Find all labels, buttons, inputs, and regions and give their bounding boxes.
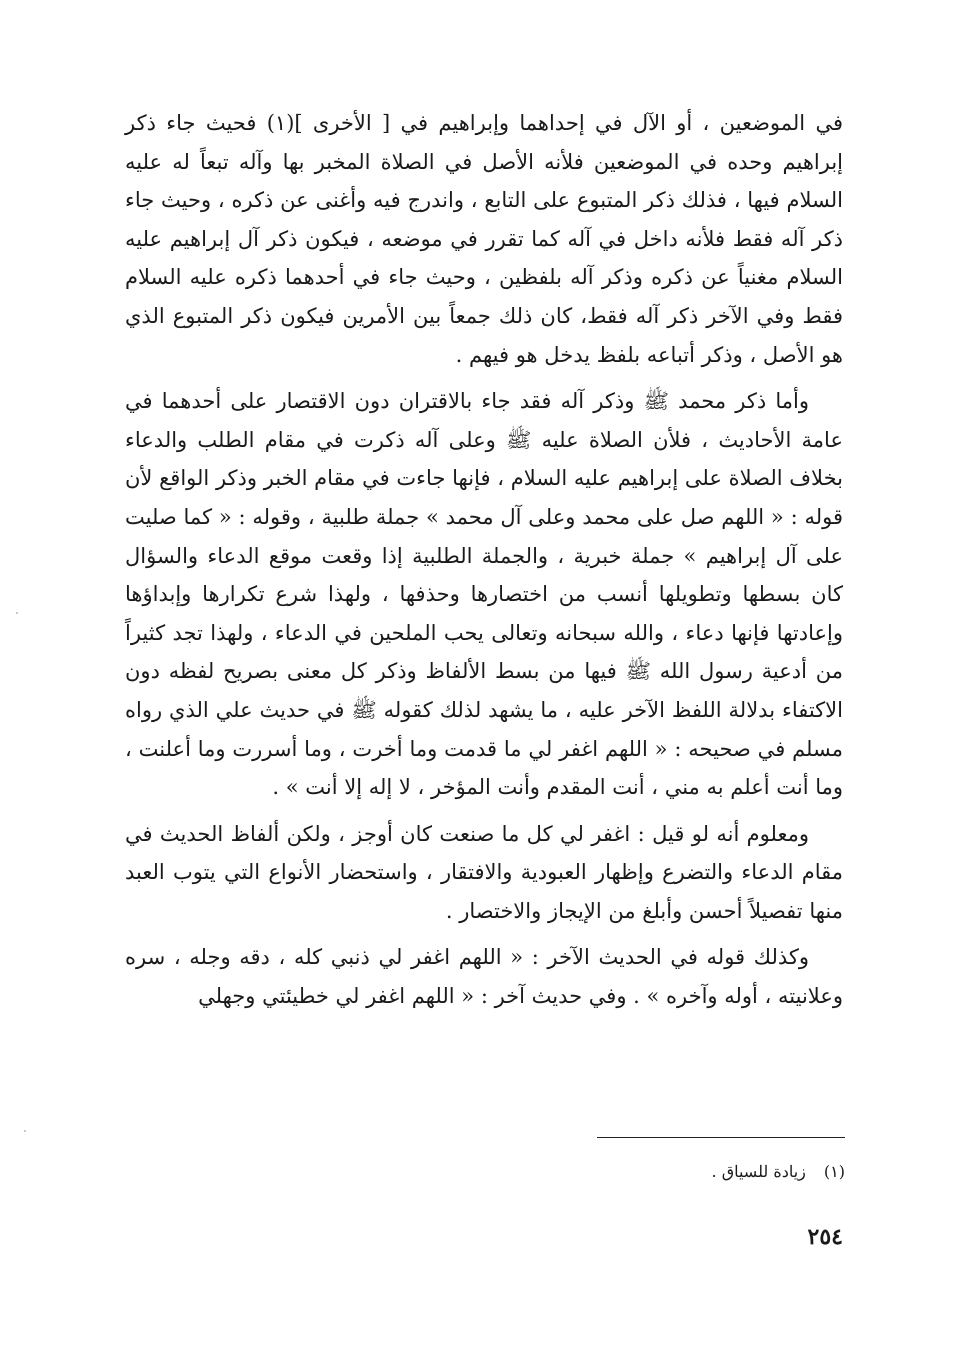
paragraph-3: ومعلوم أنه لو قيل : اغفر لي كل ما صنعت كان أوجز ، ولكن ألفاظ الحديث في مقام الدعاء والتضرع وإظهار العبودية والافتقار ، واستحضار الأنواع التي يتوب العبد منها تفصيلاً أحسن وأبلغ من الإيجاز والاختصار . [125,821,843,923]
paragraph-4: وكذلك قوله في الحديث الآخر : « اللهم اغفر لي ذنبي كله ، دقه وجله ، سره وعلانيته ، أوله وآخره » . وفي حديث آخر : « اللهم اغفر لي خطيئتي وجهلي [125,945,843,1009]
page-number: ٢٥٤ [807,1224,843,1250]
footnote [712,1162,845,1181]
scan-speck [24,1130,26,1132]
main-text [125,104,843,1016]
footnote-divider [597,1137,845,1138]
scan-speck [16,612,18,614]
footnote-text: زيادة للسياق . [711,1162,806,1181]
footnote-number: (١) [823,1162,845,1181]
paragraph-2: وأما ذكر محمد ﷺ وذكر آله فقد جاء بالاقتران دون الاقتصار على أحدهما في عامة الأحاديث ، فلأن الصلاة عليه ﷺ وعلى آله ذكرت في مقام الطلب والدعاء بخلاف الصلاة على إبراهيم عليه السلام ، فإنها جاءت في مقام الخبر وذكر الواقع لأن قوله : « اللهم صل على محمد وعلى آل محمد » جملة طلبية ، وقوله : « كما صليت على آل إبراهيم » جملة خبرية ، والجملة الطلبية إذا وقعت موقع الدعاء والسؤال كان بسطها وتطويلها أنسب من اختصارها وحذفها ، ولهذا شرع تكرارها وإبداؤها وإعادتها فإنها دعاء ، والله سبحانه وتعالى يحب الملحين في الدعاء ، ولهذا تجد كثيراً من أدعية رسول الله ﷺ فيها من بسط الألفاظ وذكر كل معنى بصريح لفظه دون الاكتفاء بدلالة اللفظ الآخر عليه ، ما يشهد لذلك كقوله ﷺ في حديث علي الذي رواه مسلم في صحيحه : « اللهم اغفر لي ما قدمت وما أخرت ، وما أسررت وما أعلنت ، وما أنت أعلم به مني ، أنت المقدم وأنت المؤخر ، لا إله إلا أنت » . [125,389,843,800]
paragraph-1: في الموضعين ، أو الآل في إحداهما وإبراهيم في [ الأخرى ](١) فحيث جاء ذكر إبراهيم وحده في الموضعين فلأنه الأصل في الصلاة المخبر بها وآله تبعاً له عليه السلام فيها ، فذلك ذكر المتبوع على التابع ، واندرج فيه وأغنى عن ذكره ، وحيث جاء ذكر آله فقط فلأنه داخل في آله كما تقرر في موضعه ، فيكون ذكر آل إبراهيم عليه السلام مغنياً عن ذكره وذكر آله بلفظين ، وحيث جاء في أحدهما ذكره عليه السلام فقط وفي الآخر ذكر آله فقط، كان ذلك جمعاً بين الأمرين فيكون ذكر المتبوع الذي هو الأصل ، وذكر أتباعه بلفظ يدخل هو فيهم . [125,111,843,367]
